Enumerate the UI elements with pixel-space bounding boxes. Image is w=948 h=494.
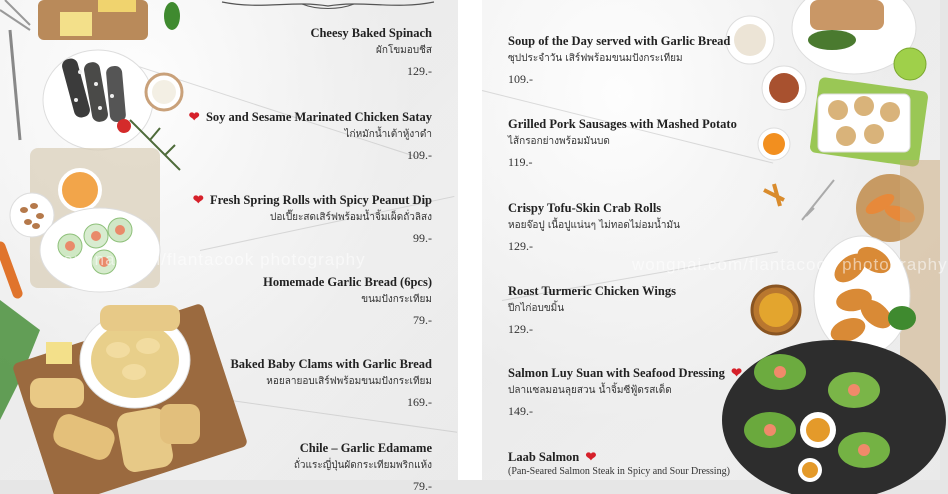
lime — [894, 48, 926, 80]
item-name: Soy and Sesame Marinated Chicken Satay — [205, 110, 432, 124]
item-thai-name: หอยลายอบเสิร์ฟพร้อมขนมปังกระเทียม — [266, 376, 432, 387]
menu-item — [508, 449, 730, 477]
item-thai-name: ถั่วแระญี่ปุ่นผัดกระเทียมพริกแห้ง — [293, 460, 432, 471]
item-thai-name: ปอเปี๊ยะสดเสิร์ฟพร้อมน้ำจิ้มเผ็ดถั่วลิสง — [270, 212, 432, 223]
fork-icon — [0, 0, 30, 30]
item-price: 109.- — [508, 72, 533, 86]
item-name: Chile – Garlic Edamame — [299, 441, 432, 455]
menu-item — [193, 192, 432, 246]
garlic-bread — [160, 404, 200, 444]
item-name: Salmon Luy Suan with Seafood Dressing — [508, 366, 725, 380]
watermark: wongnai.com/flantacook photography — [50, 250, 366, 269]
baked-clams — [91, 322, 179, 398]
decorative-ornament — [222, 0, 434, 10]
menu-item — [508, 365, 742, 419]
seasoning — [734, 24, 766, 56]
menu-item — [189, 109, 432, 163]
herb-garnish — [888, 306, 916, 330]
garlic-bread — [30, 378, 84, 408]
menu-item — [508, 34, 730, 87]
basil-leaf — [164, 2, 180, 30]
dip-sauce — [152, 80, 176, 104]
item-thai-name: ซุปประจำวัน เสิร์ฟพร้อมขนมปังกระเทียม — [508, 53, 683, 64]
item-thai-name: ขนมปังกระเทียม — [361, 294, 432, 305]
item-thai-name: หอยจ๊อปู เนื้อปูแน่นๆ ไม่ทอดไม่อมน้ำมัน — [508, 220, 680, 231]
garlic-bread — [100, 305, 180, 331]
cheese-cube — [46, 342, 72, 364]
item-price: 119.- — [508, 155, 533, 169]
menu-item — [230, 357, 432, 410]
fork-icon — [802, 180, 834, 220]
turmeric-powder — [759, 293, 793, 327]
watermark: wongnai.com/flantacook photography — [632, 255, 948, 274]
menu-item — [310, 26, 432, 79]
item-thai-name: ไส้กรอกย่างพร้อมมันบด — [508, 136, 610, 147]
item-price: 129.- — [407, 64, 432, 78]
cheese-cube — [60, 12, 92, 36]
menu-page-right — [482, 0, 948, 480]
item-description: (Pan-Seared Salmon Steak in Spicy and Sour Dressing) — [508, 466, 730, 477]
greens — [808, 30, 856, 50]
item-price: 79.- — [413, 479, 432, 493]
item-price: 79.- — [413, 313, 432, 327]
item-name: Cheesy Baked Spinach — [310, 26, 432, 40]
seafood-dressing — [802, 462, 818, 478]
menu-item — [508, 284, 676, 337]
item-name: Laab Salmon — [508, 450, 580, 464]
cheese-slice — [98, 0, 136, 12]
item-price: 129.- — [508, 322, 533, 336]
heart-icon: ❤ — [585, 449, 597, 464]
item-price: 99.- — [413, 231, 432, 245]
skewer-stick — [10, 30, 20, 140]
item-thai-name: ปีกไก่อบขมิ้น — [508, 303, 565, 314]
item-name: Baked Baby Clams with Garlic Bread — [230, 357, 432, 371]
heart-icon: ❤ — [188, 109, 200, 124]
item-name: Crispy Tofu-Skin Crab Rolls — [508, 201, 662, 215]
food-photo-collage — [0, 0, 200, 480]
menu-item — [508, 201, 680, 254]
page-gutter — [458, 0, 482, 480]
item-thai-name: ผักโขมอบชีส — [376, 45, 432, 56]
item-name: Roast Turmeric Chicken Wings — [508, 284, 676, 298]
item-thai-name: ปลาแซลมอนลุยสวน น้ำจิ้มซีฟู้ดรสเด็ด — [508, 385, 672, 396]
sauce — [763, 133, 785, 155]
food-photo-collage — [714, 0, 940, 480]
menu-item — [263, 275, 432, 328]
item-thai-name: ไก่หมักน้ำเต้าหู้งาดำ — [344, 129, 432, 140]
menu-item — [508, 117, 737, 170]
heart-icon: ❤ — [731, 365, 742, 380]
carrot — [0, 240, 24, 300]
menu-item — [294, 441, 432, 494]
item-name: Homemade Garlic Bread (6pcs) — [263, 275, 432, 289]
item-price: 169.- — [407, 395, 432, 409]
turmeric-root — [764, 184, 784, 206]
chili-flakes — [769, 73, 799, 103]
item-price: 109.- — [407, 148, 432, 162]
cherry-tomato — [117, 119, 131, 133]
item-name: Fresh Spring Rolls with Spicy Peanut Dip — [209, 193, 432, 207]
menu-page-left — [0, 0, 458, 493]
item-name: Grilled Pork Sausages with Mashed Potato — [508, 117, 737, 131]
heart-icon: ❤ — [192, 192, 204, 207]
item-price: 149.- — [508, 404, 533, 418]
grilled-fish — [810, 0, 884, 30]
item-price: 129.- — [508, 239, 533, 253]
peanut-sauce-bowl — [60, 170, 100, 210]
item-name: Soup of the Day served with Garlic Bread — [508, 34, 731, 48]
seafood-dressing — [806, 418, 830, 442]
